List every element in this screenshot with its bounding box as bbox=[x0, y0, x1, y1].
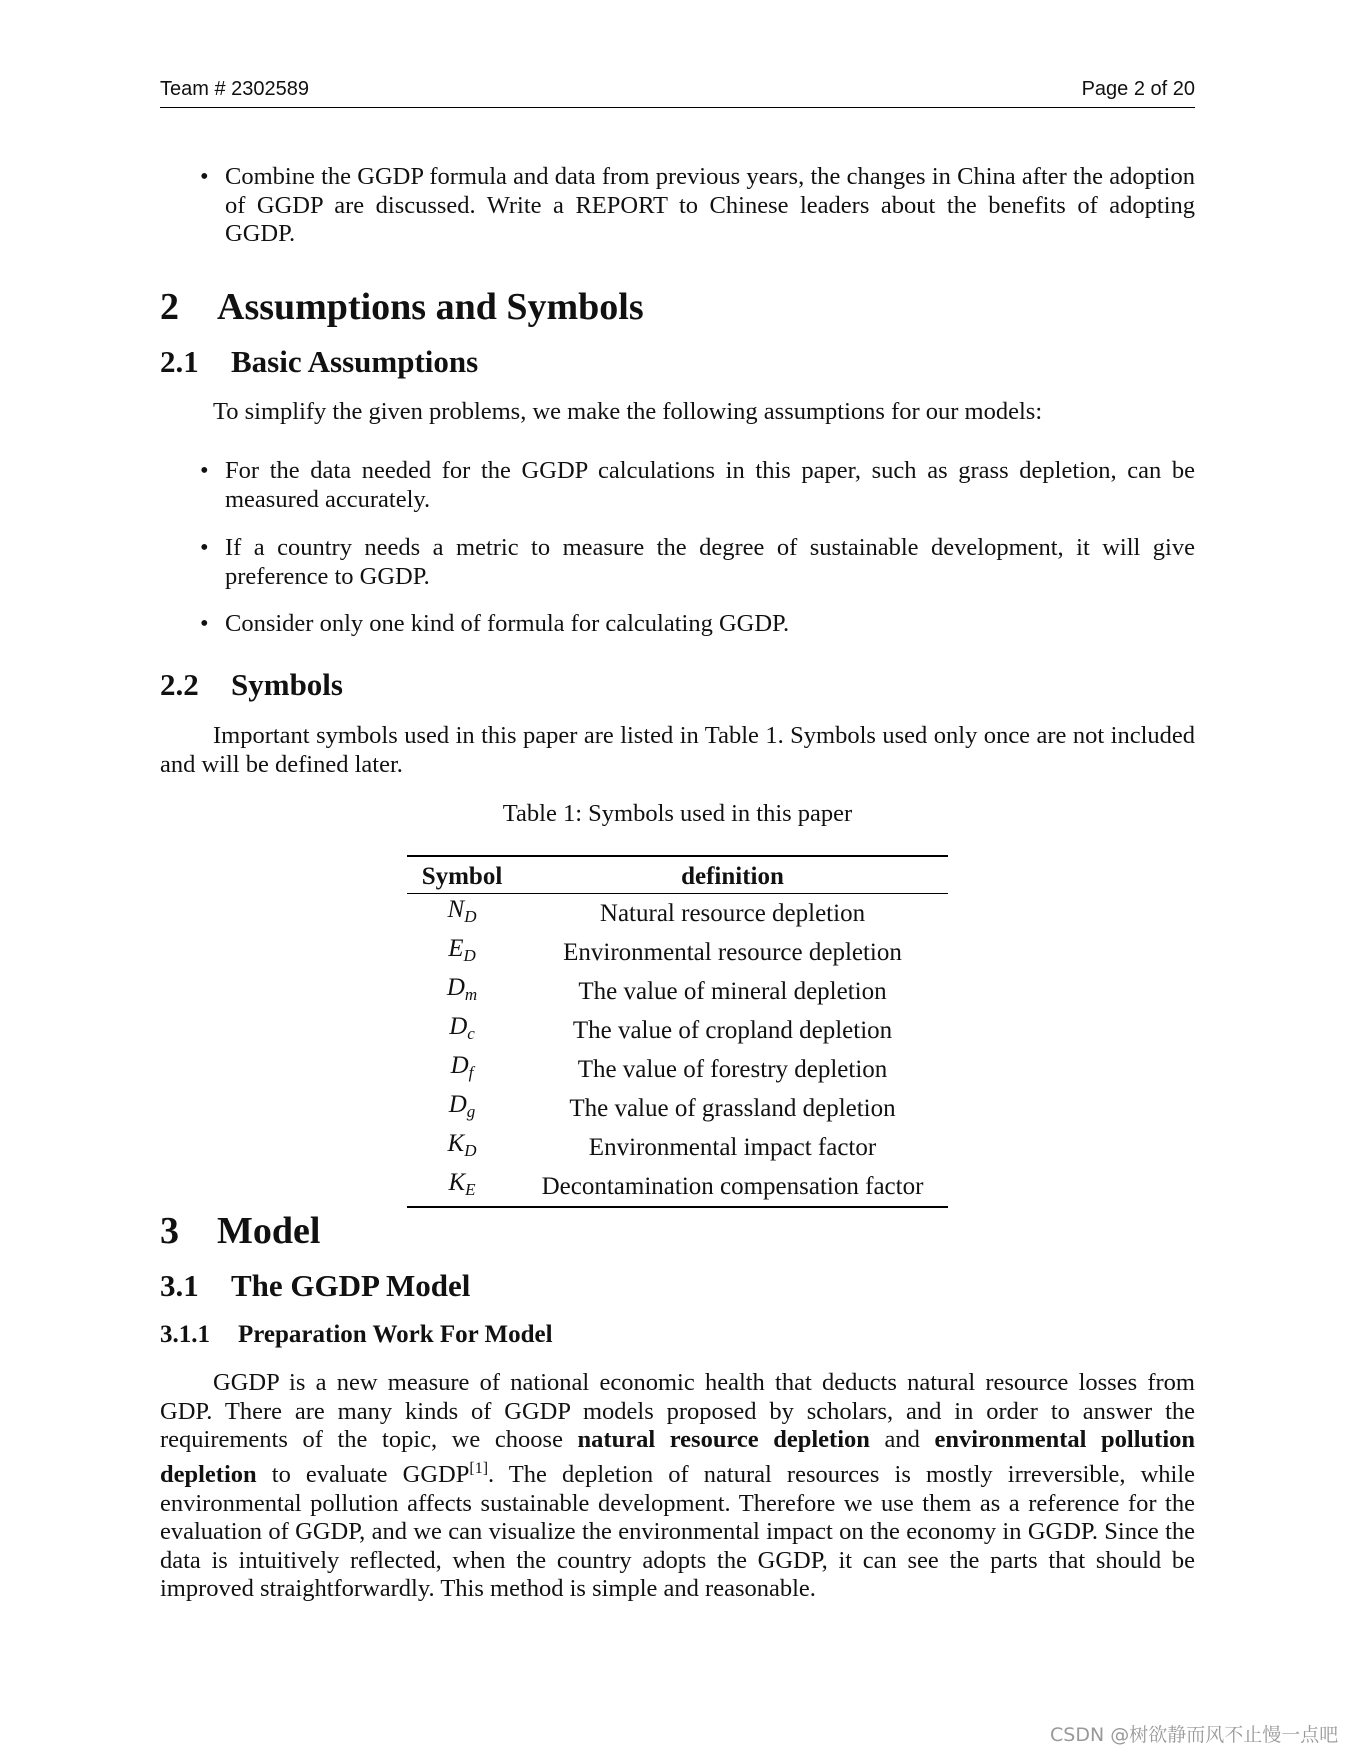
definition-cell: The value of cropland depletion bbox=[572, 1016, 893, 1044]
model-paragraph bbox=[160, 1369, 1195, 1604]
section-number: 3 bbox=[160, 1210, 179, 1252]
symbol: K bbox=[447, 1130, 465, 1157]
text: GGDP is a new measure of national economic health that deducts natural resource losses from GDP. There are many kinds of GGDP models proposed by scholars, and in order to answer the requirements of the topic, we choose bbox=[160, 1369, 1195, 1454]
symbol: K bbox=[448, 1169, 466, 1196]
symbols-paragraph: Important symbols used in this paper are listed in Table 1. Symbols used only once are not included and will be defined later. bbox=[160, 722, 1195, 778]
definition-cell: Environmental impact factor bbox=[588, 1133, 877, 1161]
table-row bbox=[407, 1050, 948, 1089]
symbol-cell bbox=[407, 1167, 517, 1207]
watermark: CSDN @树欲静而风不止慢一点吧 bbox=[1050, 1724, 1339, 1746]
symbol-subscript: D bbox=[464, 907, 477, 926]
symbol-cell bbox=[407, 933, 517, 972]
section-2-heading bbox=[160, 285, 1195, 329]
definition-cell: Environmental resource depletion bbox=[563, 938, 902, 966]
section-3-1-heading bbox=[160, 1268, 1195, 1304]
section-number: 3.1 bbox=[160, 1268, 199, 1303]
symbol-subscript: E bbox=[465, 1180, 476, 1199]
text: to evaluate GGDP bbox=[256, 1460, 470, 1488]
team-number: Team # 2302589 bbox=[160, 78, 310, 100]
section-title: Symbols bbox=[231, 667, 343, 702]
symbol: E bbox=[448, 935, 464, 962]
assumption-item: • Consider only one kind of formula for calculating GGDP. bbox=[225, 610, 1195, 639]
symbol: D bbox=[449, 1013, 468, 1040]
symbol-cell bbox=[407, 1050, 517, 1089]
intro-bullet: • Combine the GGDP formula and data from previous years, the changes in China after the adoption of GGDP are discussed. Write a REPORT to Chinese leaders about the benefits of adopting GGDP. bbox=[225, 163, 1195, 249]
symbols-table bbox=[407, 855, 948, 1208]
definition-cell: Decontamination compensation factor bbox=[541, 1172, 924, 1200]
symbol: D bbox=[450, 1052, 469, 1079]
symbol-cell bbox=[407, 972, 517, 1011]
section-title: Model bbox=[217, 1210, 321, 1252]
table-caption: Table 1: Symbols used in this paper bbox=[502, 800, 853, 827]
definition-cell: The value of forestry depletion bbox=[577, 1055, 888, 1083]
assumption-item: • For the data needed for the GGDP calculations in this paper, such as grass depletion, can be measured accurately. bbox=[225, 457, 1195, 514]
section-2-1-heading bbox=[160, 344, 1195, 380]
section-title: Basic Assumptions bbox=[231, 344, 479, 379]
column-header-symbol: Symbol bbox=[407, 856, 517, 894]
assumptions-intro: To simplify the given problems, we make the following assumptions for our models: bbox=[213, 398, 1043, 425]
definition-cell: The value of grassland depletion bbox=[569, 1094, 896, 1122]
section-3-1-1-heading bbox=[160, 1321, 1195, 1349]
header-rule bbox=[160, 107, 1195, 108]
definition-cell: Natural resource depletion bbox=[599, 899, 866, 927]
table-row bbox=[407, 1089, 948, 1128]
section-2-2-heading bbox=[160, 667, 1195, 703]
column-header-definition: definition bbox=[517, 856, 948, 894]
citation[interactable]: [1] bbox=[469, 1459, 489, 1477]
symbol-subscript: m bbox=[464, 985, 478, 1004]
symbol: D bbox=[446, 974, 465, 1001]
section-number: 2.1 bbox=[160, 344, 199, 379]
symbol-cell bbox=[407, 894, 517, 934]
text: . The depletion of natural resources is mostly irreversible, while environmental pollution affects sustainable development. Therefore we use them as a reference for the evaluation of GGDP, and we can visualize the environmental impact on the economy in GGDP. Since the data is intuitively reflected, when the country adopts the GGDP, it can see the parts that should be improved straightforwardly. This method is simple and reasonable. bbox=[160, 1460, 1196, 1603]
section-number: 2.2 bbox=[160, 667, 199, 702]
symbol-subscript: c bbox=[467, 1024, 475, 1043]
bold-term: natural resource depletion bbox=[577, 1426, 870, 1454]
text: and bbox=[869, 1426, 935, 1454]
table-row bbox=[407, 933, 948, 972]
bold-term: environmental pollution depletion bbox=[160, 1426, 1196, 1488]
table-row bbox=[407, 1011, 948, 1050]
section-title: Assumptions and Symbols bbox=[217, 286, 644, 328]
symbol-subscript: f bbox=[468, 1063, 474, 1082]
definition-cell: The value of mineral depletion bbox=[578, 977, 887, 1005]
symbol-cell bbox=[407, 1011, 517, 1050]
section-3-heading bbox=[160, 1209, 1195, 1253]
assumption-item: • If a country needs a metric to measure the degree of sustainable development, it will give preference to GGDP. bbox=[225, 534, 1195, 591]
symbol-subscript: D bbox=[463, 946, 476, 965]
section-title: The GGDP Model bbox=[231, 1268, 471, 1303]
symbol: D bbox=[448, 1091, 467, 1118]
table-row bbox=[407, 894, 948, 934]
table-row bbox=[407, 1167, 948, 1207]
section-number: 2 bbox=[160, 286, 179, 328]
symbol-cell bbox=[407, 1128, 517, 1167]
section-title: Preparation Work For Model bbox=[238, 1321, 553, 1348]
symbol-cell bbox=[407, 1089, 517, 1128]
symbol-subscript: g bbox=[466, 1102, 476, 1121]
table-row bbox=[407, 1128, 948, 1167]
page-number: Page 2 of 20 bbox=[1081, 78, 1195, 100]
section-number: 3.1.1 bbox=[160, 1321, 210, 1348]
table-row bbox=[407, 972, 948, 1011]
symbol-subscript: D bbox=[464, 1141, 477, 1160]
symbol: N bbox=[447, 896, 465, 923]
